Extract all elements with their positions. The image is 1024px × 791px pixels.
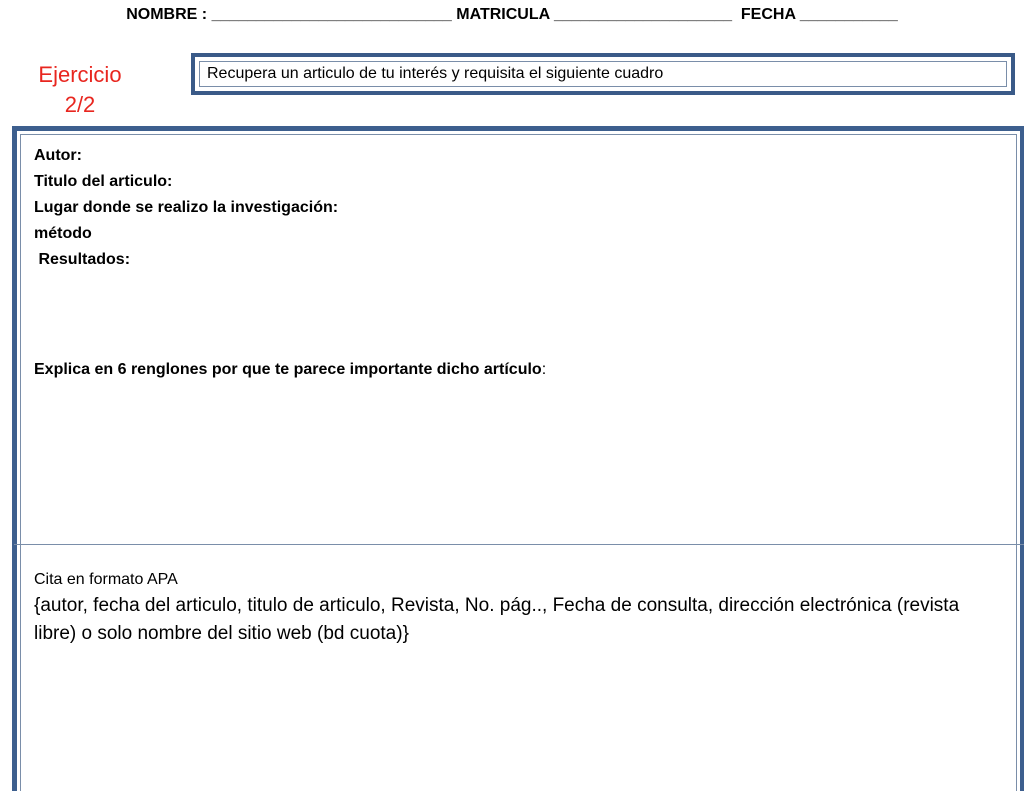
nombre-blank[interactable]: ___________________________ <box>211 6 452 23</box>
matricula-label: MATRICULA <box>456 6 550 23</box>
fecha-label: FECHA <box>740 6 796 23</box>
explain-prompt <box>34 361 546 379</box>
citation-title: Cita en formato APA <box>34 571 178 588</box>
section-divider <box>14 544 1024 545</box>
answer-box-inner <box>20 134 1017 791</box>
fecha-blank[interactable]: ___________ <box>799 6 898 23</box>
instruction-text: Recupera un articulo de tu interés y requisita el siguiente cuadro <box>199 61 1007 87</box>
exercise-title-line2: 2/2 <box>64 92 96 117</box>
instruction-box <box>191 53 1015 95</box>
exercise-title-line1: Ejercicio <box>38 62 122 87</box>
field-autor: Autor: <box>34 147 82 164</box>
field-list <box>34 143 338 273</box>
field-lugar: Lugar donde se realizo la investigación: <box>34 199 339 216</box>
explain-colon: : <box>541 361 547 378</box>
matricula-blank[interactable]: ____________________ <box>554 6 733 23</box>
answer-box <box>12 126 1024 791</box>
nombre-label: NOMBRE : <box>126 6 208 23</box>
explain-text: Explica en 6 renglones por que te parece importante dicho artículo <box>34 361 542 378</box>
header-line <box>0 6 1024 24</box>
field-resultados: Resultados: <box>34 251 131 268</box>
field-metodo: método <box>34 225 92 242</box>
citation-body: {autor, fecha del articulo, titulo de articulo, Revista, No. pág.., Fecha de consulta, dirección electrónica (revista libre) o solo nombre del sitio web (bd cuota)} <box>34 595 960 644</box>
exercise-title <box>28 60 132 120</box>
field-titulo: Titulo del articulo: <box>34 173 173 190</box>
citation-section <box>34 568 994 648</box>
